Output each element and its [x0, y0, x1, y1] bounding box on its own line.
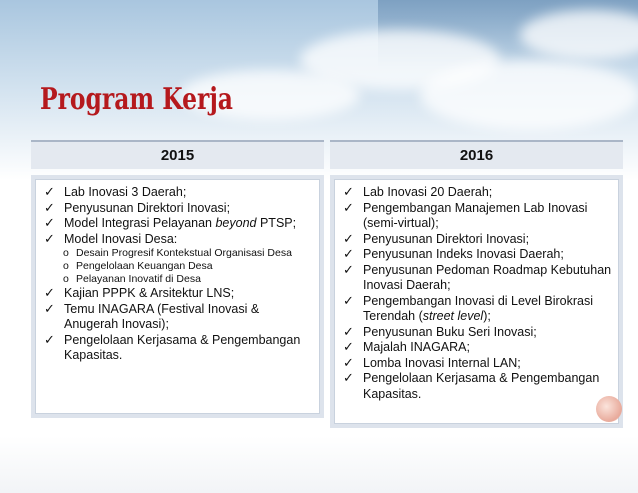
- check-icon: ✓: [44, 200, 55, 216]
- list-item: [341, 371, 612, 402]
- check-icon: ✓: [44, 301, 55, 317]
- item-text: Model Inovasi Desa:: [64, 231, 178, 246]
- list-item: [42, 216, 313, 232]
- check-icon: ✓: [343, 185, 354, 200]
- list-2015: [42, 185, 313, 364]
- item-text: );: [483, 309, 491, 323]
- list-item: [42, 201, 313, 217]
- list-item: [42, 333, 313, 364]
- list-item: [341, 325, 612, 341]
- item-text-italic: beyond: [215, 216, 257, 230]
- item-text: Pengembangan Manajemen Lab Inovasi (semi-virtual);: [363, 200, 588, 230]
- sublist-item: [42, 260, 313, 273]
- item-text: Lomba Inovasi Internal LAN;: [363, 355, 521, 370]
- check-icon: ✓: [44, 332, 55, 348]
- list-item: [42, 302, 313, 333]
- panel-body-2015: [31, 175, 324, 418]
- check-icon: ✓: [343, 324, 354, 340]
- check-icon: ✓: [343, 200, 354, 216]
- panel-content-2016: [334, 179, 619, 424]
- subitem-text: Desain Progresif Kontekstual Organisasi Desa: [76, 247, 292, 259]
- item-text: Pengelolaan Kerjasama & Pengembangan Kapasitas.: [363, 371, 600, 401]
- check-icon: ✓: [44, 231, 55, 247]
- check-icon: ✓: [44, 216, 55, 231]
- item-text: Penyusunan Indeks Inovasi Daerah;: [363, 247, 564, 261]
- list-item: [341, 263, 612, 294]
- check-icon: ✓: [343, 247, 354, 262]
- list-item: [42, 286, 313, 302]
- sublist-item: [42, 247, 313, 260]
- item-text: Lab Inovasi 3 Daerah;: [64, 185, 187, 199]
- circle-bullet-icon: o: [63, 273, 69, 285]
- item-text: Penyusunan Direktori Inovasi;: [64, 200, 231, 215]
- check-icon: ✓: [343, 355, 354, 371]
- check-icon: ✓: [343, 293, 354, 309]
- page-title: Program Kerja: [40, 82, 233, 117]
- cloud: [420, 60, 638, 130]
- item-text: PTSP;: [256, 216, 297, 230]
- item-text: Temu INAGARA (Festival Inovasi & Anugerah Inovasi);: [64, 301, 260, 331]
- sublist-item: [42, 273, 313, 286]
- subitem-text: Pengelolaan Keuangan Desa: [76, 260, 213, 272]
- panel-body-2016: [330, 175, 623, 428]
- list-item: [341, 247, 612, 263]
- item-text: Majalah INAGARA;: [363, 340, 470, 354]
- item-text: Pengembangan Inovasi di Level Birokrasi Terendah (: [363, 293, 593, 323]
- list-item: [341, 185, 612, 201]
- circle-bullet-icon: o: [63, 247, 69, 259]
- item-text: Lab Inovasi 20 Daerah;: [363, 185, 493, 199]
- list-item: [341, 232, 612, 248]
- item-text: Pengelolaan Kerjasama & Pengembangan Kapasitas.: [64, 332, 301, 362]
- circle-bullet-icon: o: [63, 260, 69, 272]
- panel-header-2016: 2016: [330, 140, 623, 169]
- check-icon: ✓: [44, 286, 55, 301]
- panel-2015: [31, 140, 324, 418]
- item-text: Kajian PPPK & Arsitektur LNS;: [64, 286, 235, 300]
- check-icon: ✓: [343, 231, 354, 247]
- item-text: Model Integrasi Pelayanan: [64, 216, 216, 230]
- list-item: [341, 356, 612, 372]
- subitem-text: Pelayanan Inovatif di Desa: [76, 273, 201, 285]
- check-icon: ✓: [343, 371, 354, 386]
- item-text: Penyusunan Direktori Inovasi;: [363, 231, 530, 246]
- footer-band: [0, 436, 638, 493]
- list-item: [341, 340, 612, 356]
- list-item: [341, 294, 612, 325]
- item-text: Penyusunan Pedoman Roadmap Kebutuhan Inovasi Daerah;: [363, 262, 612, 292]
- list-item: [341, 201, 612, 232]
- list-2016: [341, 185, 612, 402]
- check-icon: ✓: [343, 262, 354, 278]
- decorative-orb: [596, 396, 622, 422]
- check-icon: ✓: [343, 340, 354, 355]
- item-text-italic: street level: [422, 309, 484, 323]
- list-item: [42, 232, 313, 287]
- sublist: [42, 247, 313, 286]
- panel-2016: [330, 140, 623, 428]
- check-icon: ✓: [44, 185, 55, 200]
- item-text: Penyusunan Buku Seri Inovasi;: [363, 324, 537, 339]
- list-item: [42, 185, 313, 201]
- panel-header-2015: 2015: [31, 140, 324, 169]
- panel-content-2015: [35, 179, 320, 414]
